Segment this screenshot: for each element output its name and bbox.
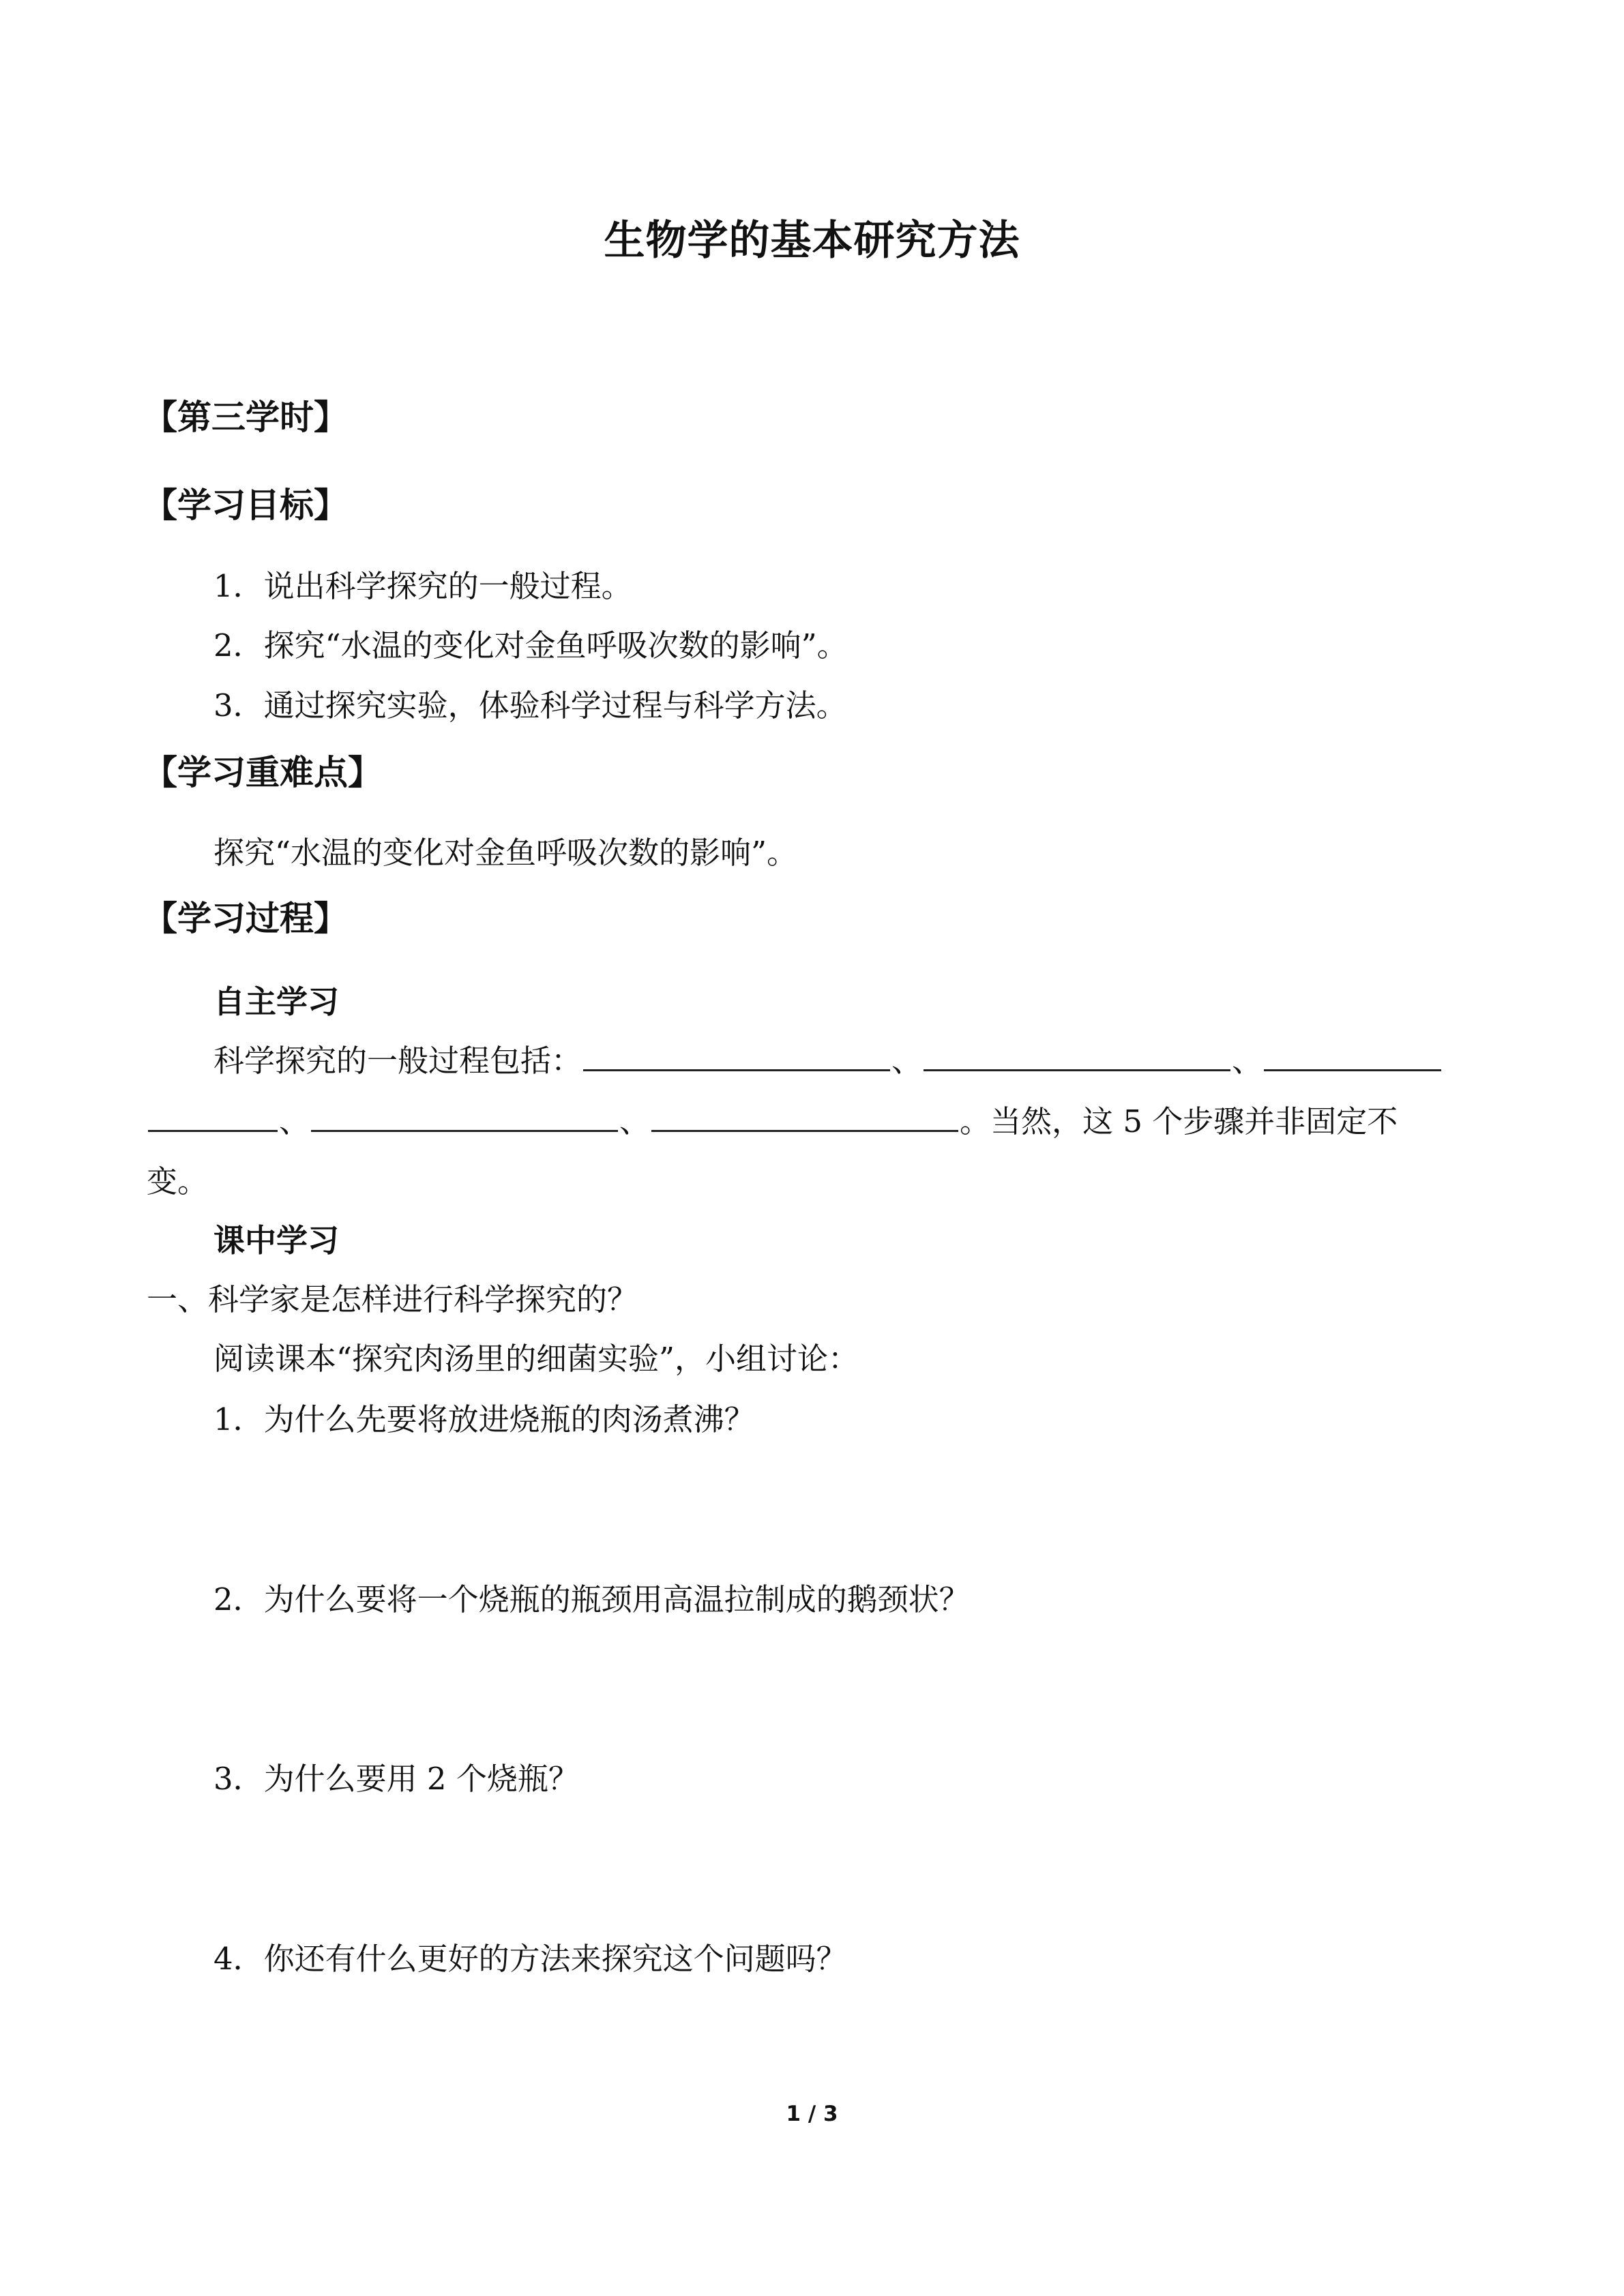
fill-in-blank[interactable] xyxy=(651,1103,958,1132)
objective-item-1: 1．说出科学探究的一般过程。 xyxy=(213,568,632,604)
question-1: 1．为什么先要将放进烧瓶的肉汤煮沸？ xyxy=(213,1401,755,1437)
reading-instruction: 阅读课本“探究肉汤里的细菌实验”，小组讨论： xyxy=(213,1341,859,1377)
blank-separator: 、 xyxy=(1232,1043,1263,1079)
lesson-heading: 【第三学时】 xyxy=(143,398,348,437)
fill-in-blank[interactable] xyxy=(583,1042,890,1071)
part-one-title: 一、科学家是怎样进行科学探究的？ xyxy=(147,1281,638,1317)
fill-in-blank[interactable] xyxy=(311,1103,618,1132)
fill-in-prompt: 科学探究的一般过程包括： xyxy=(213,1043,582,1079)
fill-in-blank[interactable] xyxy=(1264,1042,1441,1071)
page-number: 1 / 3 xyxy=(786,2102,838,2126)
fill-in-line-1 xyxy=(213,1036,1443,1080)
class-study-heading: 课中学习 xyxy=(213,1222,339,1259)
key-points-text: 探究“水温的变化对金鱼呼吸次数的影响”。 xyxy=(213,835,798,871)
fill-in-line-3: 变。 xyxy=(147,1163,209,1199)
objective-item-2: 2．探究“水温的变化对金鱼呼吸次数的影响”。 xyxy=(213,627,848,664)
document-title: 生物学的基本研究方法 xyxy=(604,217,1020,265)
fill-in-blank[interactable] xyxy=(924,1042,1230,1071)
fill-in-closing: 。当然，这 5 个步骤并非固定不 xyxy=(960,1103,1398,1139)
question-2: 2．为什么要将一个烧瓶的瓶颈用高温拉制成的鹅颈状？ xyxy=(213,1581,970,1617)
self-study-heading: 自主学习 xyxy=(213,983,339,1020)
question-4: 4．你还有什么更好的方法来探究这个问题吗？ xyxy=(213,1941,847,1977)
blank-separator: 、 xyxy=(619,1103,651,1139)
fill-in-line-2 xyxy=(147,1097,1398,1141)
process-heading: 【学习过程】 xyxy=(143,899,348,938)
objective-item-3: 3．通过探究实验，体验科学过程与科学方法。 xyxy=(213,687,847,724)
question-3: 3．为什么要用 2 个烧瓶？ xyxy=(213,1761,579,1797)
blank-separator: 、 xyxy=(279,1103,310,1139)
objectives-heading: 【学习目标】 xyxy=(143,486,348,525)
blank-separator: 、 xyxy=(891,1043,923,1079)
key-points-heading: 【学习重难点】 xyxy=(143,753,382,792)
fill-in-blank[interactable] xyxy=(148,1103,278,1132)
